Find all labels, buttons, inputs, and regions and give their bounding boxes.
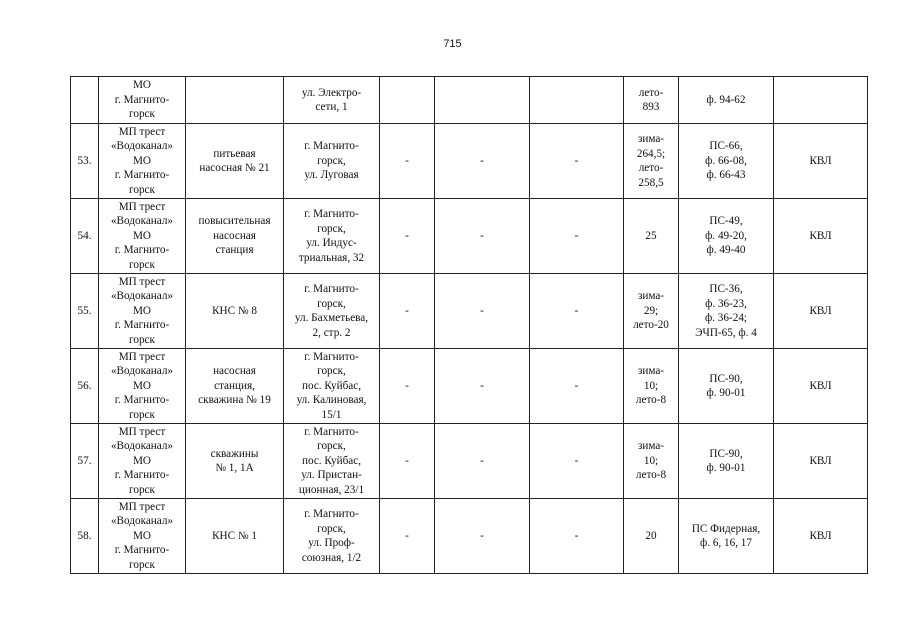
cell-number: 53. [71,124,99,199]
cell-col5: - [380,274,435,349]
cell-line-type: КВЛ [774,199,868,274]
table-row [71,424,868,499]
cell-col5: - [380,349,435,424]
cell-organization: МП трест «Водоканал» МО г. Магнито- горск [99,424,186,499]
cell-col5 [380,77,435,124]
cell-col7: - [530,274,624,349]
cell-address: г. Магнито- горск, пос. Куйбас, ул. Пристан- ционная, 23/1 [284,424,380,499]
cell-line-type: КВЛ [774,349,868,424]
cell-col6: - [435,424,530,499]
page-number: 715 [443,38,462,50]
cell-line-type: КВЛ [774,124,868,199]
cell-load: зима- 29; лето-20 [624,274,679,349]
cell-col6: - [435,349,530,424]
cell-col5: - [380,124,435,199]
cell-col7: - [530,424,624,499]
cell-col5: - [380,199,435,274]
cell-load: зима- 10; лето-8 [624,424,679,499]
table-row [71,124,868,199]
cell-load: зима- 10; лето-8 [624,349,679,424]
cell-address: г. Магнито- горск, ул. Бахметьева, 2, стр. 2 [284,274,380,349]
cell-source: ПС-36, ф. 36-23, ф. 36-24; ЭЧП-65, ф. 4 [679,274,774,349]
cell-number: 56. [71,349,99,424]
cell-organization: МП трест «Водоканал» МО г. Магнито- горск [99,349,186,424]
cell-number [71,77,99,124]
cell-load: 20 [624,499,679,574]
cell-col7: - [530,199,624,274]
cell-address: ул. Электро- сети, 1 [284,77,380,124]
cell-number: 55. [71,274,99,349]
cell-source: ПС-49, ф. 49-20, ф. 49-40 [679,199,774,274]
cell-load: зима- 264,5; лето- 258,5 [624,124,679,199]
cell-col6 [435,77,530,124]
table-body [71,77,868,574]
cell-col6: - [435,124,530,199]
cell-object: скважины № 1, 1А [186,424,284,499]
cell-col7: - [530,124,624,199]
cell-address: г. Магнито- горск, ул. Проф- союзная, 1/2 [284,499,380,574]
cell-object: КНС № 1 [186,499,284,574]
cell-col6: - [435,274,530,349]
table-row-continuation [71,77,868,124]
table-row [71,349,868,424]
cell-organization: МО г. Магнито- горск [99,77,186,124]
cell-load: лето- 893 [624,77,679,124]
cell-organization: МП трест «Водоканал» МО г. Магнито- горск [99,499,186,574]
cell-address: г. Магнито- горск, ул. Луговая [284,124,380,199]
cell-line-type: КВЛ [774,274,868,349]
cell-col6: - [435,499,530,574]
cell-load: 25 [624,199,679,274]
cell-number: 57. [71,424,99,499]
cell-source: ф. 94-62 [679,77,774,124]
cell-col6: - [435,199,530,274]
cell-source: ПС-90, ф. 90-01 [679,349,774,424]
cell-col7 [530,77,624,124]
cell-source: ПС Фидерная, ф. 6, 16, 17 [679,499,774,574]
table-row [71,499,868,574]
cell-col7: - [530,499,624,574]
cell-number: 58. [71,499,99,574]
cell-address: г. Магнито- горск, ул. Индус- триальная, 32 [284,199,380,274]
facilities-table [70,76,868,574]
cell-number: 54. [71,199,99,274]
cell-source: ПС-90, ф. 90-01 [679,424,774,499]
cell-organization: МП трест «Водоканал» МО г. Магнито- горск [99,124,186,199]
table-row [71,274,868,349]
cell-organization: МП трест «Водоканал» МО г. Магнито- горск [99,199,186,274]
cell-object: питьевая насосная № 21 [186,124,284,199]
cell-line-type: КВЛ [774,424,868,499]
cell-col5: - [380,499,435,574]
cell-line-type: КВЛ [774,499,868,574]
cell-object: КНС № 8 [186,274,284,349]
cell-col7: - [530,349,624,424]
cell-object [186,77,284,124]
cell-source: ПС-66, ф. 66-08, ф. 66-43 [679,124,774,199]
table-row [71,199,868,274]
cell-object: насосная станция, скважина № 19 [186,349,284,424]
cell-object: повысительная насосная станция [186,199,284,274]
cell-line-type [774,77,868,124]
cell-col5: - [380,424,435,499]
cell-address: г. Магнито- горск, пос. Куйбас, ул. Калиновая, 15/1 [284,349,380,424]
cell-organization: МП трест «Водоканал» МО г. Магнито- горск [99,274,186,349]
